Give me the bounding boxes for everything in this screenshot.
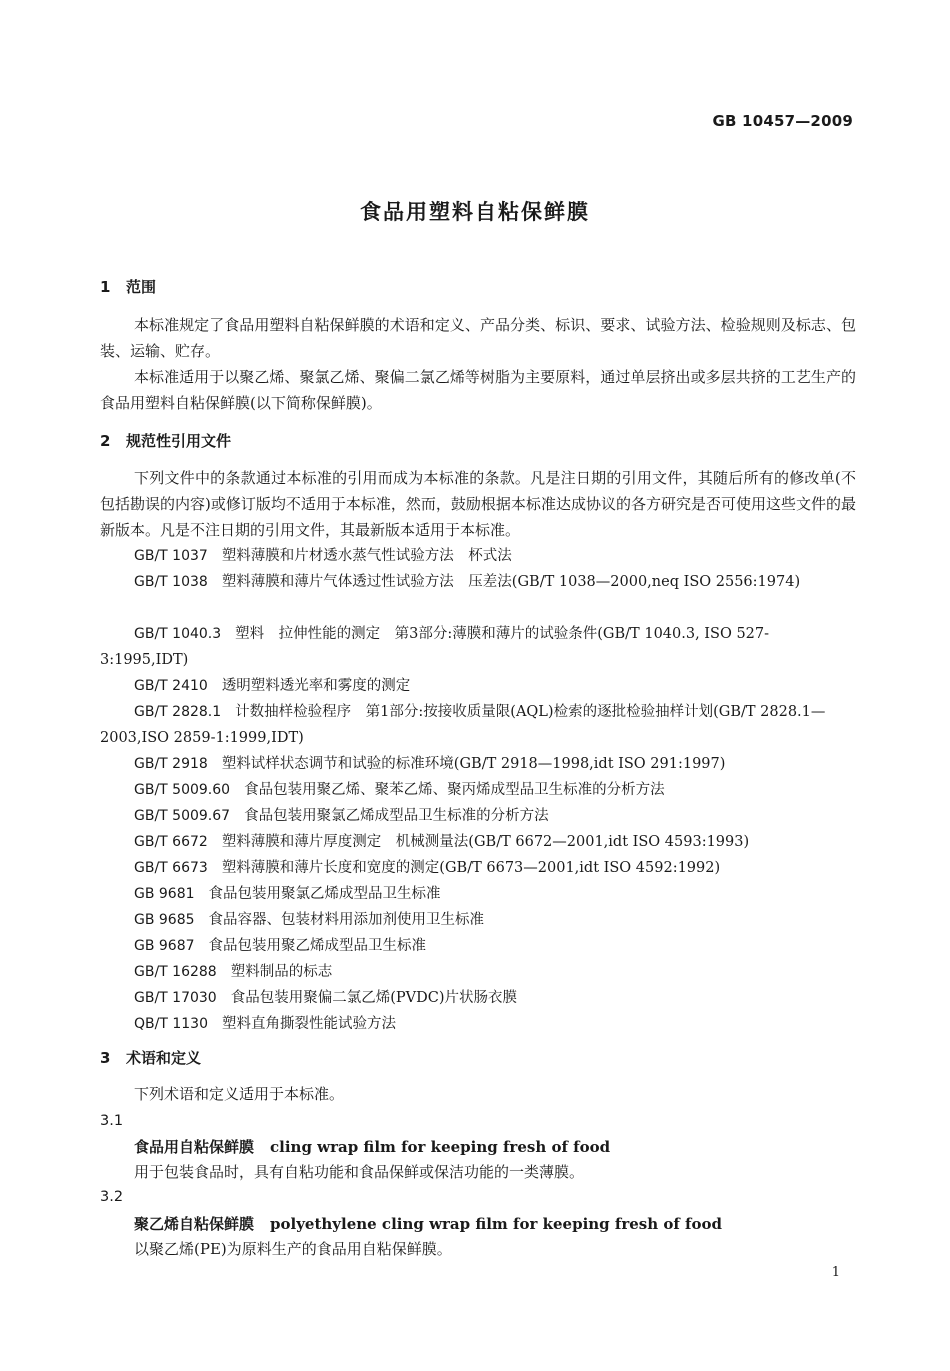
section-title: 规范性引用文件 — [126, 432, 232, 450]
section-title: 术语和定义 — [126, 1049, 202, 1067]
section-heading — [100, 276, 156, 297]
reference-item — [100, 699, 856, 751]
reference-item — [100, 543, 856, 569]
reference-title: 食品包装用聚氯乙烯成型品卫生标准的分析方法 — [244, 808, 549, 824]
section-title: 范围 — [126, 278, 157, 296]
section-heading — [100, 1047, 201, 1068]
reference-code: GB/T 16288 — [134, 964, 217, 980]
reference-code: GB/T 1038 — [134, 574, 208, 590]
reference-item — [100, 829, 856, 855]
reference-item — [100, 751, 856, 777]
reference-item — [100, 621, 856, 673]
reference-title: 计数抽样检验程序 第1部分:按接收质量限(AQL)检索的逐批检验抽样计划(GB/T 2828.1—2003,ISO 2859-1:1999,IDT) — [100, 704, 826, 746]
term-zh: 聚乙烯自粘保鲜膜 — [134, 1215, 255, 1233]
reference-item — [100, 1011, 856, 1037]
reference-code: GB/T 6672 — [134, 834, 208, 850]
document-title: 食品用塑料自粘保鲜膜 — [360, 200, 590, 224]
reference-item — [100, 907, 856, 933]
term-heading — [134, 1136, 610, 1157]
reference-title: 食品包装用聚氯乙烯成型品卫生标准 — [208, 886, 441, 902]
reference-item — [100, 881, 856, 907]
reference-title: 食品包装用聚偏二氯乙烯(PVDC)片状肠衣膜 — [230, 990, 517, 1006]
reference-title: 塑料 拉伸性能的测定 第3部分:薄膜和薄片的试验条件(GB/T 1040.3, ISO 527-3:1995,IDT) — [100, 626, 770, 668]
page-number: 1 — [831, 1265, 840, 1280]
reference-title: 塑料薄膜和薄片长度和宽度的测定(GB/T 6673—2001,idt ISO 4592:1992) — [221, 860, 721, 876]
reference-item — [100, 855, 856, 881]
paragraph: 下列术语和定义适用于本标准。 — [134, 1085, 345, 1103]
term-en: polyethylene cling wrap film for keeping fresh of food — [270, 1215, 722, 1233]
reference-title: 食品容器、包装材料用添加剂使用卫生标准 — [208, 912, 485, 928]
term-definition: 以聚乙烯(PE)为原料生产的食品用自粘保鲜膜。 — [134, 1240, 452, 1258]
reference-item — [100, 959, 856, 985]
reference-title: 塑料制品的标志 — [230, 964, 333, 980]
reference-title: 塑料薄膜和薄片厚度测定 机械测量法(GB/T 6672—2001,idt ISO 4593:1993) — [221, 834, 750, 850]
paragraph: 下列文件中的条款通过本标准的引用而成为本标准的条款。凡是注日期的引用文件，其随后所有的修改单(不包括勘误的内容)或修订版均不适用于本标准，然而，鼓励根据本标准达成协议的各方研究是否可使用这些文件的最新版本。凡是不注日期的引用文件，其最新版本适用于本标准。 — [100, 469, 856, 539]
reference-title: 透明塑料透光率和雾度的测定 — [221, 678, 411, 694]
term-en: cling wrap film for keeping fresh of food — [270, 1138, 611, 1156]
reference-item — [100, 777, 856, 803]
reference-item — [100, 803, 856, 829]
reference-title: 食品包装用聚乙烯、聚苯乙烯、聚丙烯成型品卫生标准的分析方法 — [244, 782, 665, 798]
term-zh: 食品用自粘保鲜膜 — [134, 1138, 255, 1156]
reference-item — [100, 673, 856, 699]
reference-code: GB/T 5009.67 — [134, 808, 231, 824]
term-definition: 用于包装食品时，具有自粘功能和食品保鲜或保洁功能的一类薄膜。 — [134, 1163, 585, 1181]
reference-title: 塑料薄膜和片材透水蒸气性试验方法 杯式法 — [221, 548, 512, 564]
reference-code: QB/T 1130 — [134, 1016, 208, 1032]
section-heading — [100, 430, 231, 451]
reference-code: GB/T 17030 — [134, 990, 217, 1006]
term-heading — [134, 1213, 722, 1234]
section-number: 1 — [100, 278, 111, 296]
reference-code: GB 9685 — [134, 912, 195, 928]
reference-code: GB/T 6673 — [134, 860, 208, 876]
reference-item — [100, 985, 856, 1011]
paragraph: 本标准规定了食品用塑料自粘保鲜膜的术语和定义、产品分类、标识、要求、试验方法、检验规则及标志、包装、运输、贮存。 — [100, 316, 856, 360]
standard-number: GB 10457—2009 — [712, 112, 853, 130]
reference-title: 食品包装用聚乙烯成型品卫生标准 — [208, 938, 427, 954]
reference-code: GB/T 2918 — [134, 756, 208, 772]
reference-title: 塑料试样状态调节和试验的标准环境(GB/T 2918—1998,idt ISO 291:1997) — [221, 756, 726, 772]
paragraph: 本标准适用于以聚乙烯、聚氯乙烯、聚偏二氯乙烯等树脂为主要原料，通过单层挤出或多层共挤的工艺生产的食品用塑料自粘保鲜膜(以下简称保鲜膜)。 — [100, 368, 856, 412]
reference-item — [100, 569, 856, 595]
reference-item — [100, 933, 856, 959]
reference-code: GB/T 1040.3 — [134, 626, 222, 642]
reference-code: GB 9687 — [134, 938, 195, 954]
reference-code: GB 9681 — [134, 886, 195, 902]
section-number: 3 — [100, 1049, 111, 1067]
term-number: 3.1 — [100, 1113, 124, 1129]
reference-title: 塑料直角撕裂性能试验方法 — [221, 1016, 396, 1032]
section-number: 2 — [100, 432, 111, 450]
reference-code: GB/T 2828.1 — [134, 704, 222, 720]
reference-title: 塑料薄膜和薄片气体透过性试验方法 压差法(GB/T 1038—2000,neq ISO 2556:1974) — [221, 574, 801, 590]
reference-code: GB/T 1037 — [134, 548, 208, 564]
reference-code: GB/T 5009.60 — [134, 782, 231, 798]
term-number: 3.2 — [100, 1189, 124, 1205]
reference-code: GB/T 2410 — [134, 678, 208, 694]
